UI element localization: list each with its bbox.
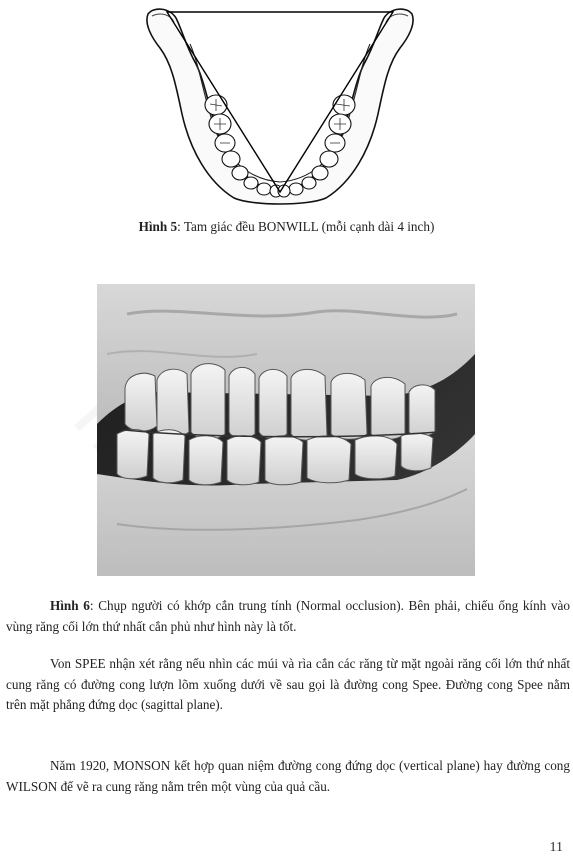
- bonwill-triangle-figure: [130, 4, 430, 206]
- figure-6-label: Hình 6: [50, 598, 90, 613]
- normal-occlusion-photo: [97, 284, 475, 576]
- page-number: 11: [549, 840, 563, 855]
- paragraph-monson: Năm 1920, MONSON kết hợp quan niệm đường cong đứng dọc (vertical plane) hay đường cong WILSON để vẽ ra cung răng nằm trên một vùng của quả cầu.: [6, 758, 570, 794]
- paragraph-spee-curve: Von SPEE nhận xét rằng nếu nhìn các múi và rìa cắn các răng từ mặt ngoài răng cối lớn thứ nhất cung răng có đường cong lượn lõm xuống dưới về sau gọi là đường cong Spee. Đường cong Spee nằm trên mặt phẳng đứng dọc (sagittal plane).: [6, 656, 570, 712]
- figure-5-caption: [0, 218, 573, 236]
- figure-6-caption: [6, 596, 570, 637]
- figure-5-caption-text: : Tam giác đều BONWILL (mỗi cạnh dài 4 inch): [177, 219, 435, 234]
- figure-5-label: Hình 5: [138, 219, 178, 234]
- figure-6-caption-text: : Chụp người có khớp cắn trung tính (Normal occlusion). Bên phải, chiếu ống kính vào vùng răng cối lớn thứ nhất cắn phủ như hình này là tốt.: [6, 598, 570, 634]
